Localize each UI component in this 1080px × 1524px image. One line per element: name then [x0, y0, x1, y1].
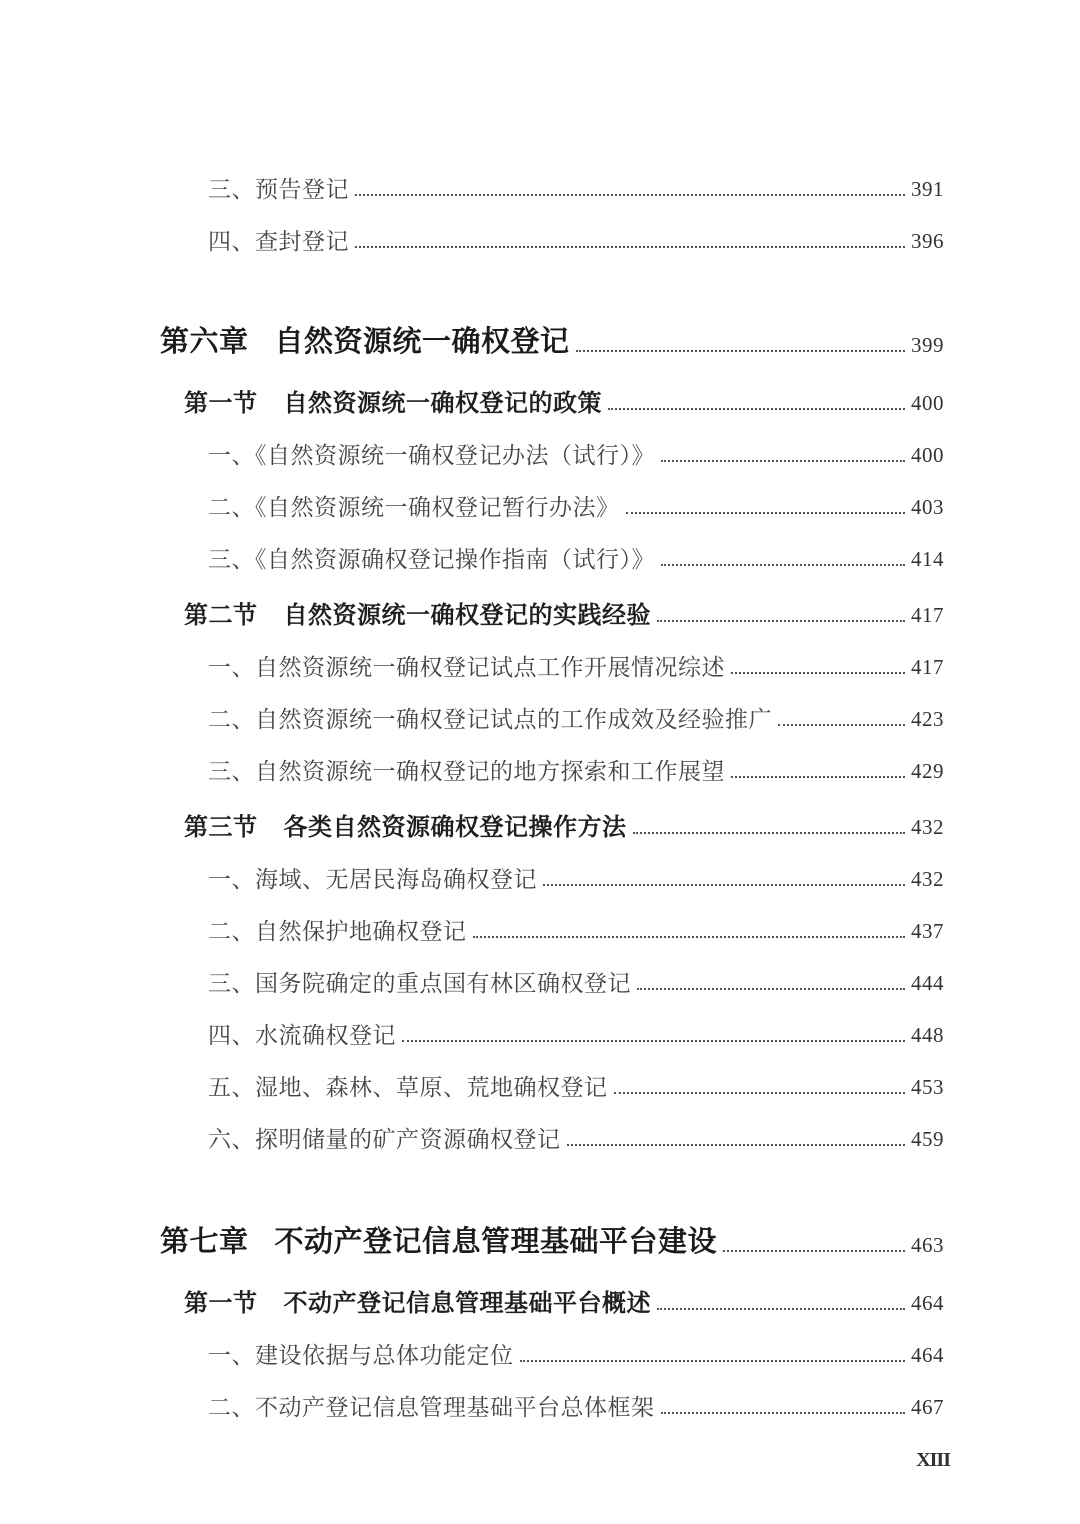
toc-page-number: 464 — [911, 1343, 944, 1367]
toc-item — [208, 430, 944, 470]
dot-leader — [661, 460, 905, 462]
toc-item — [208, 1010, 944, 1050]
toc-page-number: 448 — [911, 1023, 944, 1047]
chapter-label: 自然资源统一确权登记 — [274, 324, 570, 358]
toc-item — [208, 164, 944, 204]
toc-page-number: 464 — [911, 1291, 944, 1315]
toc-item — [208, 1062, 944, 1102]
toc-item-label: 三、自然资源统一确权登记的地方探索和工作展望 — [208, 759, 725, 785]
toc-page-number: 400 — [911, 391, 944, 415]
dot-leader — [657, 620, 905, 622]
toc-page-number: 463 — [911, 1233, 944, 1257]
toc-item-label: 一、建设依据与总体功能定位 — [208, 1343, 514, 1369]
toc-page-number: 437 — [911, 919, 944, 943]
toc-item-label: 六、探明储量的矿产资源确权登记 — [208, 1127, 561, 1153]
toc-page-number: 467 — [911, 1395, 944, 1419]
toc-chapter — [160, 1220, 944, 1260]
toc-page-number: 399 — [911, 333, 944, 357]
dot-leader — [657, 1308, 905, 1310]
dot-leader — [473, 936, 906, 938]
section-label: 不动产登记信息管理基础平台概述 — [283, 1288, 651, 1317]
dot-leader — [355, 194, 905, 196]
toc-page-number: 400 — [911, 443, 944, 467]
dot-leader — [633, 832, 906, 834]
section-label: 各类自然资源确权登记操作方法 — [283, 812, 627, 841]
toc-section-title — [184, 1283, 655, 1318]
toc-chapter — [160, 320, 944, 360]
section-label: 自然资源统一确权登记的政策 — [283, 388, 602, 417]
dot-leader — [402, 1040, 905, 1042]
toc-item-label: 一、自然资源统一确权登记试点工作开展情况综述 — [208, 655, 725, 681]
page-folio-number: XIII — [916, 1449, 950, 1471]
dot-leader — [608, 408, 905, 410]
toc-section-title — [184, 595, 655, 630]
toc-item-label: 四、水流确权登记 — [208, 1023, 396, 1049]
chapter-number: 第六章 — [160, 324, 249, 358]
toc-page-number: 391 — [911, 177, 944, 201]
toc-page-number: 417 — [911, 603, 944, 627]
toc-section — [184, 590, 944, 630]
toc-page-number: 423 — [911, 707, 944, 731]
toc-page-number: 414 — [911, 547, 944, 571]
section-number: 第一节 — [184, 1288, 258, 1317]
toc-item-label: 三、《自然资源确权登记操作指南（试行）》 — [208, 547, 655, 573]
toc-item — [208, 1330, 944, 1370]
toc-item — [208, 1114, 944, 1154]
toc-section-title — [184, 807, 631, 842]
toc-section — [184, 1278, 944, 1318]
toc-item — [208, 746, 944, 786]
toc-item — [208, 534, 944, 574]
toc-page-number: 396 — [911, 229, 944, 253]
toc-item-label: 四、查封登记 — [208, 229, 349, 255]
toc-page-number: 417 — [911, 655, 944, 679]
dot-leader — [520, 1360, 906, 1362]
section-number: 第一节 — [184, 388, 258, 417]
chapter-number: 第七章 — [160, 1224, 249, 1258]
toc-page-number: 432 — [911, 815, 944, 839]
toc-section — [184, 802, 944, 842]
dot-leader — [731, 672, 905, 674]
dot-leader — [723, 1250, 905, 1252]
toc-item — [208, 216, 944, 256]
dot-leader — [355, 246, 905, 248]
dot-leader — [626, 512, 906, 514]
toc-item-label: 三、预告登记 — [208, 177, 349, 203]
dot-leader — [543, 884, 905, 886]
section-number: 第三节 — [184, 812, 258, 841]
toc-item-label: 一、《自然资源统一确权登记办法（试行）》 — [208, 443, 655, 469]
toc-item-label: 三、国务院确定的重点国有林区确权登记 — [208, 971, 631, 997]
dot-leader — [567, 1144, 906, 1146]
toc-item-label: 二、自然资源统一确权登记试点的工作成效及经验推广 — [208, 707, 772, 733]
dot-leader — [614, 1092, 906, 1094]
toc-item-label: 五、湿地、森林、草原、荒地确权登记 — [208, 1075, 608, 1101]
toc-page-number: 459 — [911, 1127, 944, 1151]
dot-leader — [661, 1412, 906, 1414]
toc-item — [208, 642, 944, 682]
toc-item — [208, 482, 944, 522]
section-label: 自然资源统一确权登记的实践经验 — [283, 600, 651, 629]
dot-leader — [576, 350, 905, 352]
toc-section — [184, 378, 944, 418]
toc-chapter-title — [160, 1219, 721, 1260]
toc-item — [208, 906, 944, 946]
toc-item-label: 二、自然保护地确权登记 — [208, 919, 467, 945]
chapter-label: 不动产登记信息管理基础平台建设 — [274, 1224, 718, 1258]
dot-leader — [731, 776, 905, 778]
toc-chapter-title — [160, 319, 574, 360]
toc-item-label: 二、《自然资源统一确权登记暂行办法》 — [208, 495, 620, 521]
toc-item — [208, 1382, 944, 1422]
toc-page-number: 444 — [911, 971, 944, 995]
toc-item-label: 一、海域、无居民海岛确权登记 — [208, 867, 537, 893]
dot-leader — [637, 988, 905, 990]
toc-item — [208, 854, 944, 894]
section-number: 第二节 — [184, 600, 258, 629]
toc-section-title — [184, 383, 606, 418]
dot-leader — [661, 564, 905, 566]
toc-page-number: 453 — [911, 1075, 944, 1099]
dot-leader — [778, 724, 905, 726]
toc-item — [208, 958, 944, 998]
toc-page-number: 429 — [911, 759, 944, 783]
toc-page-number: 403 — [911, 495, 944, 519]
toc-page-number: 432 — [911, 867, 944, 891]
toc-item — [208, 694, 944, 734]
toc-item-label: 二、不动产登记信息管理基础平台总体框架 — [208, 1395, 655, 1421]
